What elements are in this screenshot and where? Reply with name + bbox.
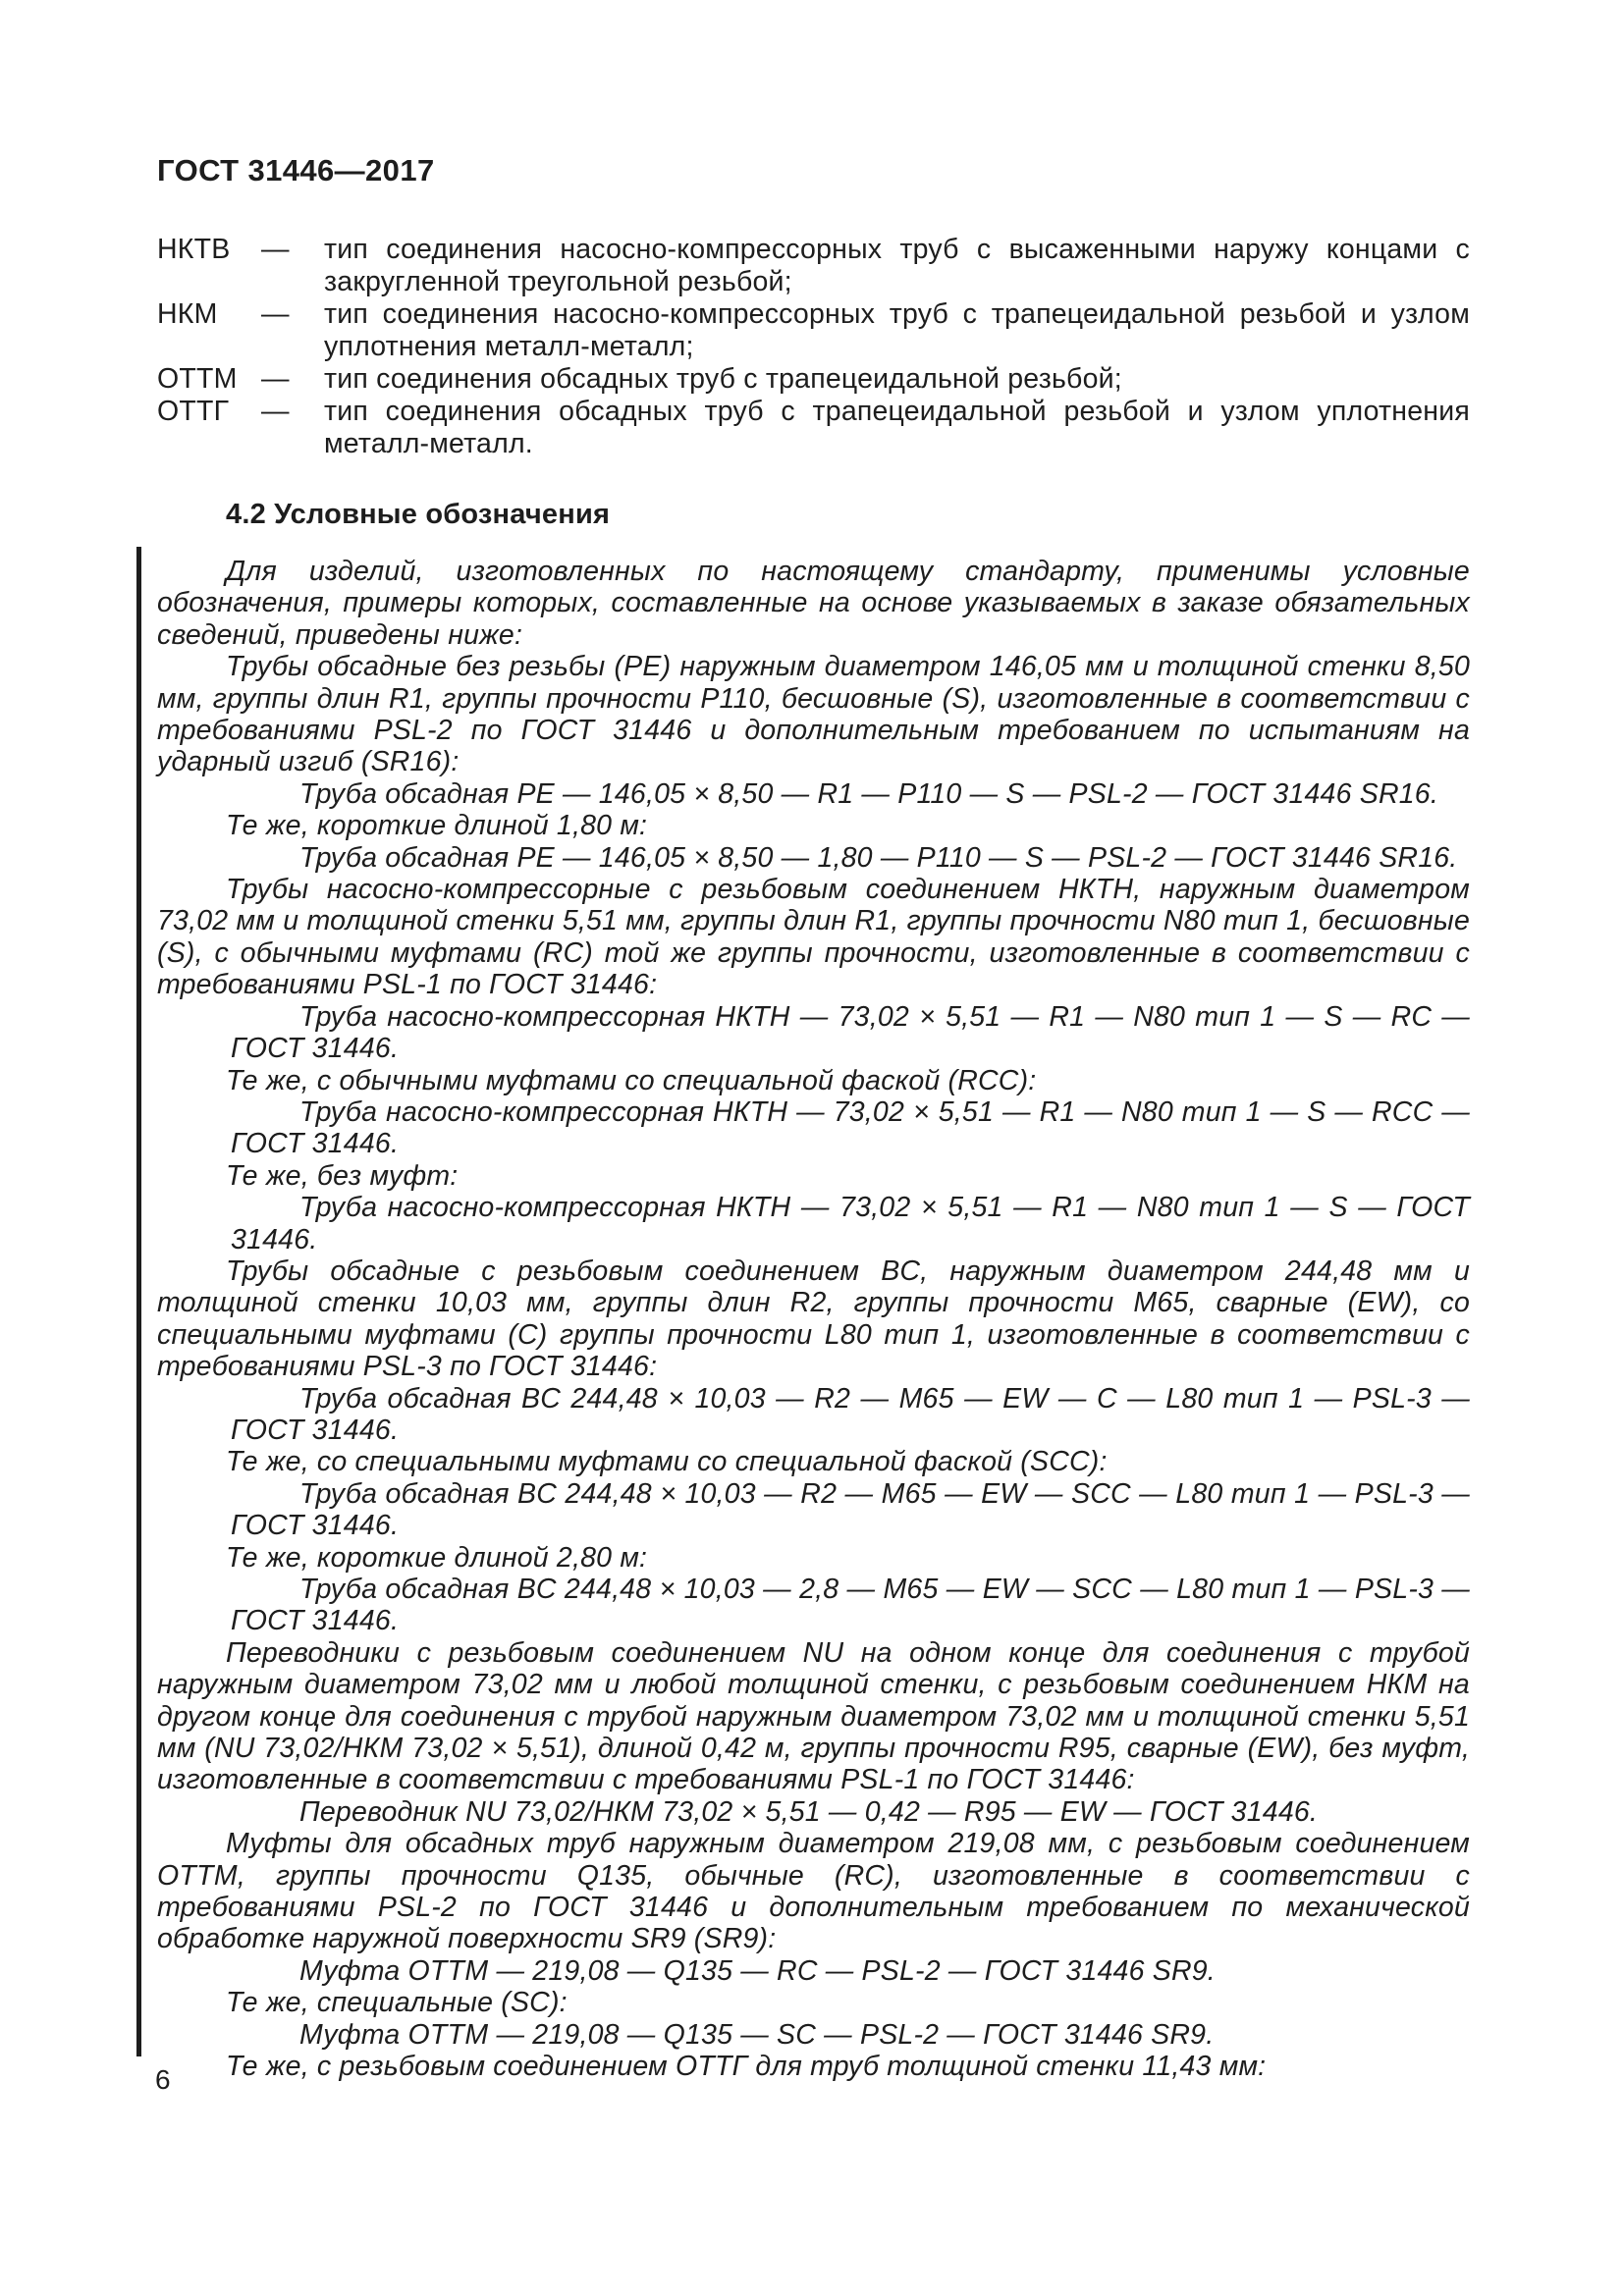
paragraph: Те же, короткие длиной 1,80 м:	[226, 810, 648, 842]
abbreviation-row	[157, 234, 1470, 298]
dash-separator: —	[261, 363, 290, 395]
designation-example: Труба обсадная BC 244,48 × 10,03 — R2 — M65 — EW — C — L80 тип 1 — PSL-3 — ГОСТ 31446.	[231, 1382, 1470, 1446]
section-heading: 4.2 Условные обозначения	[226, 499, 611, 530]
abbreviation-list	[157, 234, 1470, 460]
paragraph: Те же, с резьбовым соединением ОТТГ для труб толщиной стенки 11,43 мм:	[226, 2051, 1267, 2083]
abbreviation-term: ОТТГ	[157, 396, 230, 427]
dash-separator: —	[261, 396, 290, 427]
paragraph: Те же, со специальными муфтами со специальной фаской (SCC):	[226, 1446, 1108, 1478]
designation-example: Труба обсадная BC 244,48 × 10,03 — R2 — M65 — EW — SCC — L80 тип 1 — PSL-3 — ГОСТ 31446.	[231, 1477, 1470, 1542]
section-body	[157, 556, 1470, 2083]
abbreviation-term: НКМ	[157, 298, 218, 330]
change-bar	[136, 547, 141, 2056]
abbreviation-definition: тип соединения насосно-компрессорных труб с трапецеидальной резьбой и узлом уплотнения металл-металл;	[324, 298, 1470, 362]
dash-separator: —	[261, 298, 290, 330]
designation-example: Труба насосно-компрессорная НКТН — 73,02 × 5,51 — R1 — N80 тип 1 — S — RC — ГОСТ 31446.	[231, 1000, 1470, 1065]
designation-example: Переводник NU 73,02/НКМ 73,02 × 5,51 — 0,42 — R95 — EW — ГОСТ 31446.	[299, 1795, 1319, 1828]
abbreviation-term: ОТТМ	[157, 363, 238, 395]
dash-separator: —	[261, 234, 290, 265]
designation-example: Труба обсадная PE — 146,05 × 8,50 — R1 — P110 — S — PSL-2 — ГОСТ 31446 SR16.	[299, 777, 1438, 810]
paragraph: Для изделий, изготовленных по настоящему стандарту, применимы условные обозначения, примеры которых, составленные на основе указываемых в заказе обязательных сведений, приведены ниже:	[157, 556, 1470, 651]
designation-example: Муфта ОТТМ — 219,08 — Q135 — RC — PSL-2 — ГОСТ 31446 SR9.	[299, 1954, 1216, 1987]
abbreviation-row	[157, 298, 1470, 363]
paragraph: Муфты для обсадных труб наружным диаметром 219,08 мм, с резьбовым соединением ОТТМ, группы прочности Q135, обычные (RC), изготовленные в соответствии с требованиями PSL-2 по ГОСТ 31446 и дополнительным требованием по механической обработке наружной поверхности SR9 (SR9):	[157, 1828, 1470, 1955]
abbreviation-row	[157, 396, 1470, 460]
abbreviation-definition: тип соединения обсадных труб с трапецеидальной резьбой и узлом уплотнения металл-металл.	[324, 396, 1470, 459]
page-number: 6	[155, 2064, 171, 2095]
designation-example: Труба насосно-компрессорная НКТН — 73,02 × 5,51 — R1 — N80 тип 1 — S — ГОСТ 31446.	[231, 1192, 1470, 1255]
paragraph: Переводники с резьбовым соединением NU на одном конце для соединения с трубой наружным диаметром 73,02 мм и любой толщиной стенки, с резьбовым соединением НКМ на другом конце для соединения с трубой наружным диаметром 73,02 мм и толщиной стенки 5,51 мм (NU 73,02/НКМ 73,02 × 5,51), длиной 0,42 м, группы прочности R95, сварные (EW), без муфт, изготовленные в соответствии с требованиями PSL-1 по ГОСТ 31446:	[157, 1636, 1470, 1796]
abbreviation-definition: тип соединения насосно-компрессорных труб с высаженными наружу концами с закругленной треугольной резьбой;	[324, 234, 1470, 297]
running-header: ГОСТ 31446—2017	[157, 153, 435, 187]
abbreviation-definition: тип соединения обсадных труб с трапецеидальной резьбой;	[324, 363, 1122, 395]
paragraph: Те же, специальные (SC):	[226, 1987, 568, 2019]
designation-example: Муфта ОТТМ — 219,08 — Q135 — SC — PSL-2 — ГОСТ 31446 SR9.	[299, 2018, 1215, 2051]
paragraph: Те же, короткие длиной 2,80 м:	[226, 1541, 648, 1574]
paragraph: Те же, без муфт:	[226, 1159, 459, 1192]
designation-example: Труба насосно-компрессорная НКТН — 73,02 × 5,51 — R1 — N80 тип 1 — S — RCC — ГОСТ 31446.	[231, 1095, 1470, 1160]
paragraph: Те же, с обычными муфтами со специальной фаской (RCC):	[226, 1064, 1037, 1096]
paragraph: Трубы обсадные с резьбовым соединением BC, наружным диаметром 244,48 мм и толщиной стенки 10,03 мм, группы длин R2, группы прочности M65, сварные (EW), со специальными муфтами (C) группы прочности L80 тип 1, изготовленные в соответствии с требованиями PSL-3 по ГОСТ 31446:	[157, 1255, 1470, 1383]
designation-example: Труба обсадная BC 244,48 × 10,03 — 2,8 — M65 — EW — SCC — L80 тип 1 — PSL-3 — ГОСТ 31446.	[231, 1574, 1470, 1637]
abbreviation-row	[157, 363, 1470, 396]
abbreviation-term: НКТВ	[157, 234, 231, 265]
paragraph: Трубы насосно-компрессорные с резьбовым соединением НКТН, наружным диаметром 73,02 мм и толщиной стенки 5,51 мм, группы длин R1, группы прочности N80 тип 1, бесшовные (S), с обычными муфтами (RC) той же группы прочности, изготовленные в соответствии с требованиями PSL-1 по ГОСТ 31446:	[157, 874, 1470, 1001]
designation-example: Труба обсадная PE — 146,05 × 8,50 — 1,80 — P110 — S — PSL-2 — ГОСТ 31446 SR16.	[299, 841, 1458, 874]
paragraph: Трубы обсадные без резьбы (PE) наружным диаметром 146,05 мм и толщиной стенки 8,50 мм, группы длин R1, группы прочности P110, бесшовные (S), изготовленные в соответствии с требованиями PSL-2 по ГОСТ 31446 и дополнительным требованием по испытаниям на ударный изгиб (SR16):	[157, 651, 1470, 778]
